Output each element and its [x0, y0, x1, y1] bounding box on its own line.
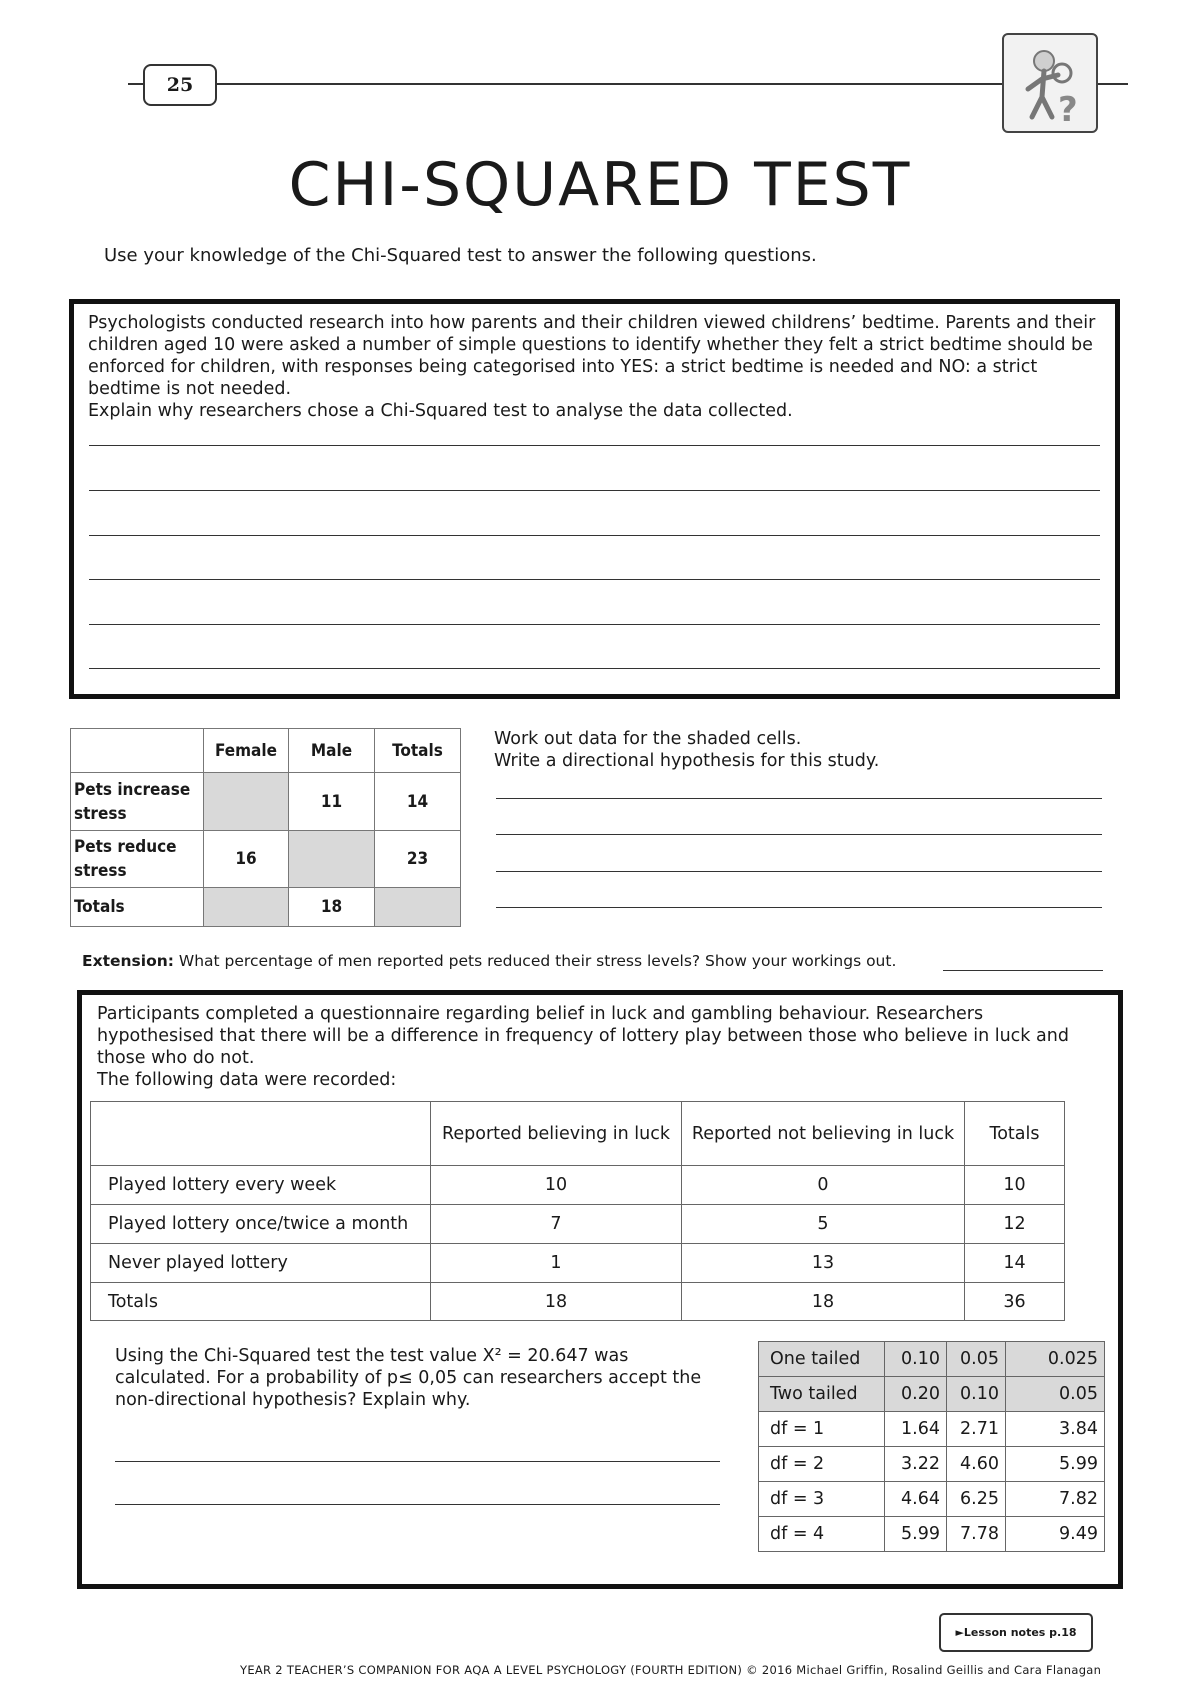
table-cell: 0.10	[885, 1342, 947, 1377]
row-label: Pets increase stress	[71, 773, 204, 831]
table-cell: 36	[965, 1283, 1065, 1321]
page-number: 25	[143, 64, 217, 106]
critical-values-table	[758, 1341, 1105, 1552]
shaded-cell[interactable]	[375, 888, 461, 927]
row-label: Played lottery every week	[91, 1166, 431, 1205]
answer-line[interactable]	[115, 1461, 720, 1462]
table-cell: 10	[965, 1166, 1065, 1205]
row-label: Pets reduce stress	[71, 831, 204, 888]
question-1-text	[88, 312, 1103, 422]
svg-text:?: ?	[1058, 90, 1078, 130]
table-cell: 18	[682, 1283, 965, 1321]
question-2-data-intro: The following data were recorded:	[97, 1070, 397, 1090]
extension-label: Extension:	[82, 952, 174, 970]
question-2-paragraph: Participants completed a questionnaire regarding belief in luck and gambling behaviour. Researchers hypothesised that there will be a difference in frequency of lottery play between those who believe in luck and those who do not.	[97, 1004, 1069, 1068]
question-1-prompt: Explain why researchers chose a Chi-Squared test to analyse the data collected.	[88, 401, 793, 421]
table-cell: 1.64	[885, 1412, 947, 1447]
row-label: Two tailed	[759, 1377, 885, 1412]
table-header-totals: Totals	[965, 1102, 1065, 1166]
table-cell: 2.71	[947, 1412, 1006, 1447]
answer-line[interactable]	[89, 445, 1100, 446]
table-header-blank	[71, 729, 204, 773]
table-cell: 0	[682, 1166, 965, 1205]
page-title: CHI-SQUARED TEST	[288, 150, 912, 220]
table-cell: 9.49	[1006, 1517, 1105, 1552]
question-1-paragraph: Psychologists conducted research into how parents and their children viewed childrens’ bedtime. Parents and their children aged 10 were asked a number of simple questions to identify whether they felt a strict bedtime should be enforced for children, with responses being categorised into YES: a strict bedtime is needed and NO: a strict bedtime is not needed.	[88, 313, 1096, 399]
question-2-text	[97, 1003, 1097, 1091]
answer-line[interactable]	[89, 668, 1100, 669]
answer-line[interactable]	[496, 871, 1102, 872]
intro-text: Use your knowledge of the Chi-Squared test to answer the following questions.	[104, 245, 817, 266]
row-label: df = 4	[759, 1517, 885, 1552]
table-cell: 7.78	[947, 1517, 1006, 1552]
answer-line[interactable]	[89, 490, 1100, 491]
chi-squared-question: Using the Chi-Squared test the test value X² = 20.647 was calculated. For a probability of p≤ 0,05 can researchers accept the non-directional hypothesis? Explain why.	[115, 1346, 702, 1410]
answer-line[interactable]	[496, 798, 1102, 799]
answer-line[interactable]	[89, 535, 1100, 536]
row-label: df = 1	[759, 1412, 885, 1447]
shaded-cell[interactable]	[204, 888, 289, 927]
shaded-cell[interactable]	[289, 831, 375, 888]
extension-text: What percentage of men reported pets reduced their stress levels? Show your workings out.	[178, 952, 897, 970]
table-header-blank	[91, 1102, 431, 1166]
table-cell: 16	[204, 831, 289, 888]
table-cell: 0.20	[885, 1377, 947, 1412]
answer-line[interactable]	[89, 579, 1100, 580]
row-label: df = 2	[759, 1447, 885, 1482]
table-cell: 23	[375, 831, 461, 888]
answer-line[interactable]	[496, 834, 1102, 835]
table-cell: 14	[375, 773, 461, 831]
row-label: df = 3	[759, 1482, 885, 1517]
shaded-cell[interactable]	[204, 773, 289, 831]
table-cell: 7.82	[1006, 1482, 1105, 1517]
table-cell: 0.10	[947, 1377, 1006, 1412]
extension-question	[82, 952, 896, 970]
table-header-male: Male	[289, 729, 375, 773]
pets-stress-table	[70, 728, 461, 927]
table-cell: 5.99	[1006, 1447, 1105, 1482]
table-cell: 14	[965, 1244, 1065, 1283]
table-cell: 4.60	[947, 1447, 1006, 1482]
instruction-hypothesis: Write a directional hypothesis for this study.	[494, 751, 880, 771]
table-cell: 0.05	[947, 1342, 1006, 1377]
table-cell: 12	[965, 1205, 1065, 1244]
row-label: Totals	[91, 1283, 431, 1321]
lesson-notes-link[interactable]: ►Lesson notes p.18	[939, 1613, 1093, 1652]
table-cell: 7	[431, 1205, 682, 1244]
stress-instructions	[494, 728, 879, 772]
table-cell: 5.99	[885, 1517, 947, 1552]
header-rule	[128, 83, 1128, 85]
table-cell: 5	[682, 1205, 965, 1244]
row-label: One tailed	[759, 1342, 885, 1377]
row-label: Played lottery once/twice a month	[91, 1205, 431, 1244]
table-cell: 0.025	[1006, 1342, 1105, 1377]
table-cell: 18	[289, 888, 375, 927]
table-cell: 18	[431, 1283, 682, 1321]
lottery-table	[90, 1101, 1065, 1321]
row-label: Never played lottery	[91, 1244, 431, 1283]
table-cell: 1	[431, 1244, 682, 1283]
table-cell: 0.05	[1006, 1377, 1105, 1412]
thinking-figure-icon	[1002, 33, 1098, 133]
table-header-believe: Reported believing in luck	[431, 1102, 682, 1166]
table-cell: 4.64	[885, 1482, 947, 1517]
table-cell: 3.84	[1006, 1412, 1105, 1447]
table-cell: 10	[431, 1166, 682, 1205]
row-label: Totals	[71, 888, 204, 927]
answer-line[interactable]	[943, 970, 1103, 971]
table-header-not-believe: Reported not believing in luck	[682, 1102, 965, 1166]
footer-credit: YEAR 2 TEACHER’S COMPANION FOR AQA A LEVEL PSYCHOLOGY (FOURTH EDITION) © 2016 Michael Griffin, Rosalind Geillis and Cara Flanagan	[240, 1663, 1102, 1677]
instruction-shaded: Work out data for the shaded cells.	[494, 729, 802, 749]
answer-line[interactable]	[89, 624, 1100, 625]
table-cell: 11	[289, 773, 375, 831]
table-cell: 13	[682, 1244, 965, 1283]
table-cell: 6.25	[947, 1482, 1006, 1517]
table-header-totals: Totals	[375, 729, 461, 773]
table-header-female: Female	[204, 729, 289, 773]
answer-line[interactable]	[496, 907, 1102, 908]
table-cell: 3.22	[885, 1447, 947, 1482]
answer-line[interactable]	[115, 1504, 720, 1505]
